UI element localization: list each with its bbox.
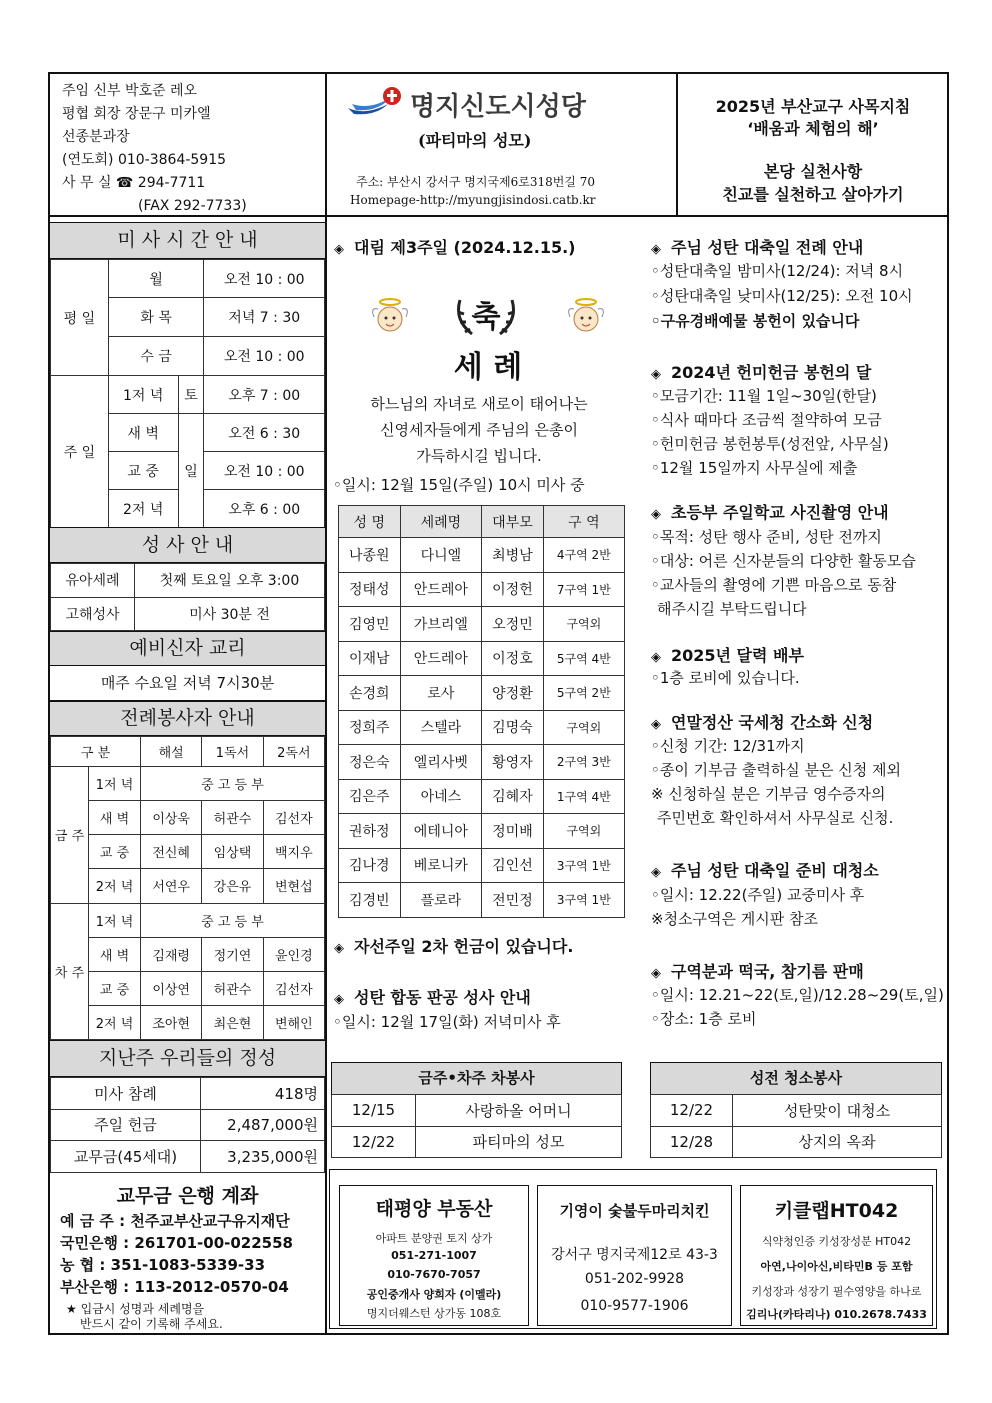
- mass-time: 오전 6 : 30: [204, 414, 325, 452]
- altar-person: 김재령: [141, 937, 202, 971]
- cleaning-heading: [651, 858, 879, 881]
- mass-time: 오전 10 : 00: [204, 337, 325, 376]
- sacrament-value: 첫째 토요일 오후 3:00: [135, 564, 325, 598]
- clean-date: 12/22: [651, 1095, 733, 1127]
- ad1-title: 태평양 부동산: [375, 1198, 493, 1220]
- baptism-row: [339, 883, 625, 918]
- baptism-name: 손경희: [339, 676, 401, 711]
- altar-span: 중 고 등 부: [141, 903, 325, 937]
- baptism-date: ◦일시: 12월 15일(주일) 10시 미사 중: [333, 476, 585, 494]
- baptism-name: 김은주: [339, 779, 401, 814]
- s2-line: ◦모금기간: 11월 1일~30일(한달): [651, 387, 877, 405]
- altar-slot: 새 벽: [89, 937, 141, 971]
- baptism-district: 1구역 4반: [543, 779, 624, 814]
- altar-col: 2독서: [263, 737, 324, 767]
- mass-title: 미 사 시 간 안 내: [50, 222, 325, 259]
- s2-title: 2024년 헌미헌금 봉헌의 달: [671, 363, 872, 382]
- baptism-godparent: 양정환: [482, 676, 544, 711]
- altar-slot: 새 벽: [89, 801, 141, 835]
- s5-line: ※ 신청하실 분은 기부금 영수증자의: [651, 785, 886, 803]
- baptism-godparent: 최병남: [482, 538, 544, 573]
- altar-person: 최은현: [202, 1005, 263, 1039]
- baptism-saint: 엘리사벳: [400, 745, 482, 780]
- catechumen-schedule: 매주 수요일 저녁 7시30분: [50, 666, 325, 701]
- baptism-district: 구역외: [543, 607, 624, 642]
- bank-note-1: ★ 입금시 성명과 세례명을: [66, 1302, 205, 1316]
- charity-notice: [334, 934, 573, 957]
- baptism-row: [339, 814, 625, 849]
- sunday-heading: [334, 235, 575, 258]
- ad2-line: 강서구 명지국제12로 43-3: [551, 1247, 718, 1263]
- vehicle-who: 파티마의 성모: [416, 1126, 622, 1158]
- mass-day: 화 목: [108, 298, 204, 337]
- clean-who: 상지의 옥좌: [733, 1126, 942, 1158]
- baptism-saint: 스텔라: [400, 710, 482, 745]
- clean-date: 12/28: [651, 1126, 733, 1158]
- altar-person: 정기연: [202, 937, 263, 971]
- altar-person: 강은유: [202, 869, 263, 903]
- sacrament-title: 성 사 안 내: [50, 527, 325, 563]
- altar-slot: 교 중: [89, 971, 141, 1005]
- baptism-row: [339, 572, 625, 607]
- baptism-godparent: 전민정: [482, 883, 544, 918]
- clean-table: [650, 1094, 942, 1158]
- altar-person: 이상욱: [141, 801, 202, 835]
- offering-value: 3,235,000원: [201, 1141, 325, 1173]
- altar-person: 백지우: [263, 835, 324, 869]
- church-name: 명지신도시성당: [410, 92, 586, 122]
- baptism-name: 김영민: [339, 607, 401, 642]
- penance-date: ◦일시: 12월 17일(화) 저녁미사 후: [333, 1013, 561, 1031]
- s6-line: ◦일시: 12.22(주일) 교중미사 후: [651, 886, 865, 904]
- baptism-message-1: 하느님의 자녀로 새로이 태어나는: [370, 395, 588, 413]
- baptism-name: 김경빈: [339, 883, 401, 918]
- baptism-row: [339, 641, 625, 676]
- altar-person: 조아현: [141, 1005, 202, 1039]
- bank-note-2: 반드시 같이 기록해 주세요.: [80, 1317, 223, 1331]
- baptism-table: [338, 505, 625, 918]
- weekday-label: 평 일: [51, 260, 109, 376]
- altar-table: [50, 736, 325, 1040]
- altar-span: 중 고 등 부: [141, 767, 325, 801]
- diamond-icon: ◈: [651, 242, 661, 257]
- mass-day: 새 벽: [108, 414, 178, 452]
- ad3-line: 김리나(카타리나) 010.2678.7433: [746, 1308, 927, 1321]
- baptism-saint: 안드레아: [400, 641, 482, 676]
- s3-line: ◦교사들의 촬영에 기쁜 마음으로 동참: [651, 576, 897, 594]
- ad-chicken: [537, 1185, 732, 1326]
- s5-title: 연말정산 국세청 간소화 신청: [671, 713, 874, 732]
- baptism-name: 나종원: [339, 538, 401, 573]
- funeral-phone: (연도회) 010-3864-5915: [62, 152, 227, 168]
- baptism-godparent: 정미배: [482, 814, 544, 849]
- baptism-row: [339, 848, 625, 883]
- sacrament-label: 고해성사: [51, 597, 135, 631]
- baptism-district: 5구역 4반: [543, 641, 624, 676]
- offering-label: 미사 참례: [51, 1078, 201, 1110]
- baptism-saint: 플로라: [400, 883, 482, 918]
- bank-kb: 국민은행 : 261701-00-022558: [60, 1234, 293, 1252]
- this-week-label: 금 주: [51, 767, 89, 903]
- church-address: 주소: 부산시 강서구 명지국제6로318번길 70: [356, 175, 595, 189]
- diamond-icon: ◈: [651, 966, 661, 981]
- vehicle-table: [331, 1094, 622, 1158]
- s3-line: ◦대상: 어른 신자분들의 다양한 활동모습: [651, 552, 916, 570]
- ad2-line: 051-202-9928: [584, 1271, 685, 1287]
- ad-realestate: [339, 1185, 529, 1326]
- funeral-line: 선종분과장: [62, 129, 130, 145]
- church-logo: [346, 86, 406, 120]
- office-fax: (FAX 292-7733): [138, 198, 247, 214]
- next-week-label: 차 주: [51, 903, 89, 1039]
- mass-time: 오전 10 : 00: [204, 260, 325, 298]
- diamond-icon: ◈: [334, 242, 344, 257]
- vehicle-date: 12/22: [332, 1126, 416, 1158]
- altar-col: 1독서: [202, 737, 263, 767]
- mass-table: [50, 259, 325, 528]
- celebrate-text: 축: [471, 300, 501, 335]
- altar-person: 허관수: [202, 971, 263, 1005]
- mass-sub: 토: [178, 376, 204, 414]
- altar-person: 윤인경: [263, 937, 324, 971]
- altar-person: 김선자: [263, 801, 324, 835]
- rice-offering-heading: [651, 360, 871, 383]
- baptism-district: 구역외: [543, 814, 624, 849]
- ad1-line: 010-7670-7057: [387, 1268, 481, 1281]
- altar-person: 임상택: [202, 835, 263, 869]
- baptism-godparent: 김인선: [482, 848, 544, 883]
- ad1-line: 명지더웨스턴 상가동 108호: [366, 1307, 502, 1320]
- altar-col: 구 분: [51, 737, 141, 767]
- ad1-line: 공인중개사 양희자 (이멜라): [366, 1288, 502, 1301]
- sacrament-label: 유아세례: [51, 564, 135, 598]
- baptism-col: 성 명: [339, 506, 401, 538]
- mass-day: 2저 녁: [108, 490, 178, 528]
- baptism-district: 3구역 1반: [543, 848, 624, 883]
- christmas-liturgy-heading: [651, 235, 863, 258]
- offering-label: 주일 헌금: [51, 1109, 201, 1141]
- offering-value: 418명: [201, 1078, 325, 1110]
- tax-heading: [651, 710, 873, 733]
- ad3-line: 키성장과 성장기 필수영양을 하나로: [751, 1285, 922, 1298]
- mass-sub: 일: [178, 414, 204, 528]
- baptism-godparent: 이정호: [482, 641, 544, 676]
- parish-practice: 친교를 실천하고 살아가기: [722, 185, 904, 204]
- mass-day: 월: [108, 260, 204, 298]
- penance-heading: [334, 985, 531, 1008]
- vehicle-title: 금주•차주 차봉사: [331, 1062, 622, 1095]
- s5-line: ◦신청 기간: 12/31까지: [651, 737, 805, 755]
- diamond-icon: ◈: [334, 992, 344, 1007]
- office-phone: 사 무 실 ☎ 294-7711: [62, 175, 206, 191]
- council-line: 평협 회장 장문구 미카엘: [62, 106, 211, 122]
- clean-title: 성전 청소봉사: [650, 1062, 942, 1095]
- s1-line: ◦구유경배예물 봉헌이 있습니다: [651, 312, 860, 330]
- baptism-godparent: 김명숙: [482, 710, 544, 745]
- pastor-line: 주임 신부 박호준 레오: [62, 83, 198, 99]
- bank-title: 교무금 은행 계좌: [116, 1185, 259, 1207]
- catechumen-title: 예비신자 교리: [50, 631, 325, 666]
- baptism-message-3: 가득하시길 빕니다.: [416, 447, 542, 465]
- diamond-icon: ◈: [334, 941, 344, 956]
- diamond-icon: ◈: [651, 650, 661, 665]
- baptism-godparent: 오정민: [482, 607, 544, 642]
- altar-person: 변현섭: [263, 869, 324, 903]
- altar-col: 해설: [141, 737, 202, 767]
- left-column-divider: [325, 72, 327, 1335]
- ad2-title: 기영이 숯불두마리치킨: [559, 1202, 710, 1220]
- baptism-message-2: 신영세자들에게 주님의 은총이: [380, 421, 578, 439]
- s6-title: 주님 성탄 대축일 준비 대청소: [671, 861, 879, 880]
- altar-person: 이상연: [141, 971, 202, 1005]
- bank-holder: 예 금 주 : 천주교부산교구유지재단: [60, 1212, 290, 1230]
- baptism-name: 정태성: [339, 572, 401, 607]
- s2-line: ◦헌미헌금 봉헌봉투(성전앞, 사무실): [651, 435, 889, 453]
- sunday-title: 대림 제3주일 (2024.12.15.): [354, 238, 576, 257]
- church-subtitle: (파티마의 성모): [418, 131, 532, 150]
- ad3-title: 키클랩HT042: [774, 1200, 899, 1222]
- baptism-name: 정희주: [339, 710, 401, 745]
- penance-title: 성탄 합동 판공 성사 안내: [354, 988, 531, 1007]
- diamond-icon: ◈: [651, 367, 661, 382]
- altar-slot: 교 중: [89, 835, 141, 869]
- ad1-line: 051-271-1007: [391, 1249, 477, 1262]
- baptism-saint: 에테니아: [400, 814, 482, 849]
- altar-person: 허관수: [202, 801, 263, 835]
- vehicle-who: 사랑하올 어머니: [416, 1095, 622, 1127]
- mass-time: 오전 10 : 00: [204, 452, 325, 490]
- baptism-name: 이재남: [339, 641, 401, 676]
- baptism-godparent: 이정헌: [482, 572, 544, 607]
- baptism-row: [339, 779, 625, 814]
- baptism-name: 권하정: [339, 814, 401, 849]
- photo-heading: [651, 500, 889, 523]
- baptism-saint: 안드레아: [400, 572, 482, 607]
- baptism-district: 2구역 3반: [543, 745, 624, 780]
- parish-practice-title: 본당 실천사항: [763, 162, 863, 181]
- diocese-guideline: 2025년 부산교구 사목지침: [715, 97, 911, 116]
- altar-person: 서연우: [141, 869, 202, 903]
- sale-heading: [651, 959, 864, 982]
- mass-time: 오후 7 : 00: [204, 376, 325, 414]
- sacrament-value: 미사 30분 전: [135, 597, 325, 631]
- sunday-label: 주 일: [51, 376, 109, 528]
- baptism-col: 세례명: [400, 506, 482, 538]
- angel-right-icon: [566, 297, 606, 339]
- altar-slot: 2저 녁: [89, 1005, 141, 1039]
- mass-day: 1저 녁: [108, 376, 178, 414]
- s3-line: 해주시길 부탁드립니다: [657, 600, 807, 618]
- baptism-district: 구역외: [543, 710, 624, 745]
- altar-person: 전신혜: [141, 835, 202, 869]
- church-homepage[interactable]: Homepage-http://myungjisindosi.catb.kr: [350, 193, 596, 207]
- mass-time: 오후 6 : 00: [204, 490, 325, 528]
- charity-text: 자선주일 2차 헌금이 있습니다.: [354, 937, 574, 956]
- baptism-saint: 가브리엘: [400, 607, 482, 642]
- vehicle-date: 12/15: [332, 1095, 416, 1127]
- baptism-saint: 아네스: [400, 779, 482, 814]
- s1-line: ◦성탄대축일 밤미사(12/24): 저녁 8시: [651, 262, 904, 280]
- clean-who: 성탄맞이 대청소: [733, 1095, 942, 1127]
- s7-line: ◦장소: 1층 로비: [651, 1010, 757, 1028]
- s5-line: 주민번호 확인하셔서 사무실로 신청.: [657, 809, 894, 827]
- s6-line: ※청소구역은 게시판 참조: [651, 910, 819, 928]
- ad2-line: 010-9577-1906: [580, 1298, 689, 1314]
- s5-line: ◦종이 기부금 출력하실 분은 신청 제외: [651, 761, 902, 779]
- s2-line: ◦식사 때마다 조금씩 절약하여 모금: [651, 411, 882, 429]
- baptism-district: 5구역 2반: [543, 676, 624, 711]
- bank-busan: 부산은행 : 113-2012-0570-04: [60, 1278, 289, 1296]
- angel-left-icon: [370, 297, 410, 339]
- offering-label: 교무금(45세대): [51, 1141, 201, 1173]
- s4-line: ◦1층 로비에 있습니다.: [651, 669, 800, 687]
- mass-time: 저녁 7 : 30: [204, 298, 325, 337]
- baptism-row: [339, 676, 625, 711]
- baptism-name: 김나경: [339, 848, 401, 883]
- ad-kiclap: [740, 1185, 933, 1326]
- s7-line: ◦일시: 12.21~22(토,일)/12.28~29(토,일): [651, 986, 944, 1004]
- ad3-line: 식약청인증 키성장성분 HT042: [761, 1235, 912, 1248]
- s1-line: ◦성탄대축일 낮미사(12/25): 오전 10시: [651, 287, 913, 305]
- altar-person: 변해인: [263, 1005, 324, 1039]
- baptism-godparent: 김혜자: [482, 779, 544, 814]
- baptism-district: 3구역 1반: [543, 883, 624, 918]
- baptism-row: [339, 745, 625, 780]
- offering-table: [50, 1077, 325, 1173]
- altar-slot: 2저 녁: [89, 869, 141, 903]
- baptism-row: [339, 607, 625, 642]
- sacrament-table: [50, 563, 325, 631]
- s4-title: 2025년 달력 배부: [671, 646, 804, 665]
- baptism-saint: 다니엘: [400, 538, 482, 573]
- offering-title: 지난주 우리들의 정성: [50, 1040, 325, 1077]
- offering-value: 2,487,000원: [201, 1109, 325, 1141]
- altar-title: 전례봉사자 안내: [50, 701, 325, 736]
- s3-title: 초등부 주일학교 사진촬영 안내: [671, 503, 889, 522]
- baptism-name: 정은숙: [339, 745, 401, 780]
- ad3-line: 아연,나이아신,비타민B 등 포함: [760, 1260, 913, 1273]
- ad1-line: 아파트 분양권 토지 상가: [375, 1232, 493, 1245]
- calendar-heading: [651, 643, 804, 666]
- s1-title: 주님 성탄 대축일 전례 안내: [671, 238, 864, 257]
- s2-line: ◦12월 15일까지 사무실에 제출: [651, 459, 858, 477]
- diamond-icon: ◈: [651, 717, 661, 732]
- baptism-col: 구 역: [543, 506, 624, 538]
- diamond-icon: ◈: [651, 507, 661, 522]
- mass-day: 수 금: [108, 337, 204, 376]
- altar-person: 김선자: [263, 971, 324, 1005]
- baptism-row: [339, 710, 625, 745]
- baptism-row: [339, 538, 625, 573]
- baptism-godparent: 황영자: [482, 745, 544, 780]
- s7-title: 구역분과 떡국, 참기름 판매: [671, 962, 864, 981]
- baptism-saint: 베로니카: [400, 848, 482, 883]
- baptism-district: 7구역 1반: [543, 572, 624, 607]
- baptism-district: 4구역 2반: [543, 538, 624, 573]
- baptism-col: 대부모: [482, 506, 544, 538]
- altar-slot: 1저 녁: [89, 767, 141, 801]
- bank-nh: 농 협 : 351-1083-5339-33: [60, 1256, 266, 1274]
- baptism-title: 세 례: [453, 350, 523, 385]
- diamond-icon: ◈: [651, 865, 661, 880]
- diocese-motto: ‘배움과 체험의 해’: [747, 119, 879, 138]
- baptism-saint: 로사: [400, 676, 482, 711]
- mass-day: 교 중: [108, 452, 178, 490]
- s3-line: ◦목적: 성탄 행사 준비, 성탄 전까지: [651, 528, 882, 546]
- altar-slot: 1저 녁: [89, 903, 141, 937]
